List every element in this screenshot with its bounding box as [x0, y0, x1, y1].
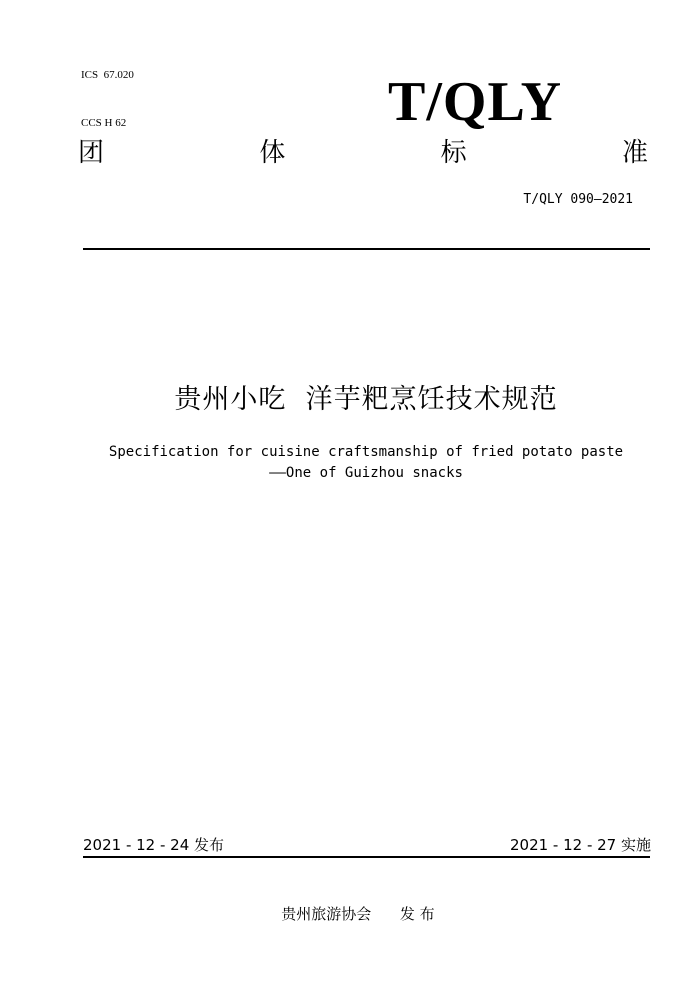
- ics-code: ICS 67.020: [81, 69, 134, 81]
- bottom-divider: [83, 856, 650, 858]
- standard-type-char: 标: [440, 138, 467, 168]
- issue-date: 2021 - 12 - 24 发布: [83, 836, 225, 854]
- standard-type: [78, 136, 648, 170]
- ccs-code: CCS H 62: [81, 117, 127, 129]
- title-chinese: 贵州小吃 洋芋粑烹饪技术规范: [174, 384, 558, 415]
- top-divider: [83, 248, 650, 250]
- standard-type-char: 准: [621, 138, 648, 168]
- publisher: 贵州旅游协会 发 布: [281, 905, 435, 923]
- title-english: Specification for cuisine craftsmanship of fried potato paste: [108, 444, 624, 460]
- implementation-date: 2021 - 12 - 27 实施: [509, 836, 651, 854]
- title-english-subtitle: ——One of Guizhou snacks: [269, 465, 463, 481]
- classification-codes: [81, 35, 134, 147]
- standard-number: T/QLY 090—2021: [523, 192, 633, 207]
- standard-type-char: 体: [259, 138, 286, 168]
- standard-type-char: 团: [78, 138, 105, 168]
- standard-mark: T/QLY: [388, 71, 563, 133]
